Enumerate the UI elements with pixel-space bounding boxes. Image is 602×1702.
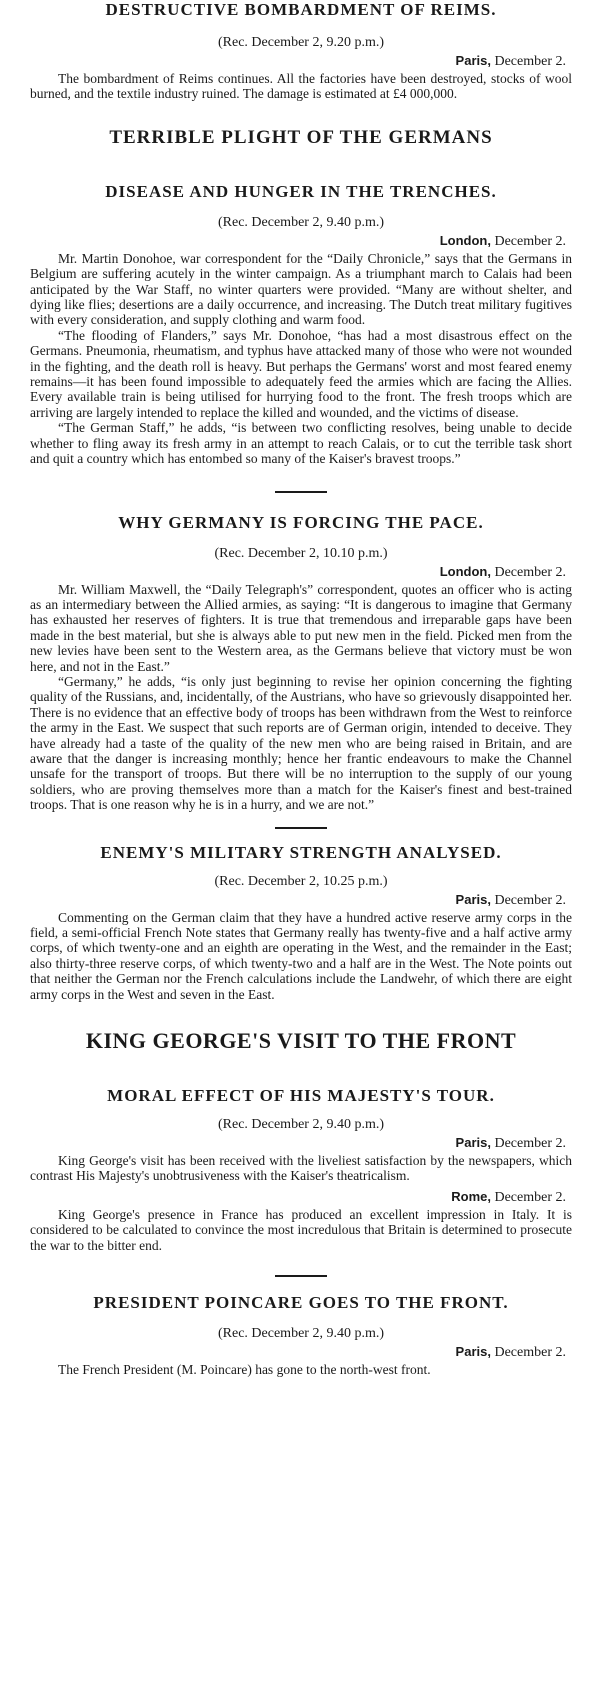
received-time: (Rec. December 2, 9.40 p.m.) [218,1117,384,1133]
main-headline: TERRIBLE PLIGHT OF THE GERMANS [109,126,493,148]
dateline-date: December 2. [494,564,566,580]
paragraph: The bombardment of Reims continues. All the factories have been destroyed, stocks of wool burned, and the textile industry ruined. The damage is estimated at £4 000,000. [30,71,572,102]
dateline [30,1343,572,1362]
dateline-place: Paris, [455,891,491,907]
article-poincare [30,1277,572,1377]
dateline-date: December 2. [494,233,566,249]
article-germans-plight [30,102,572,467]
headline: PRESIDENT POINCARE GOES TO THE FRONT. [93,1293,509,1313]
dateline-place: Rome, [451,1188,491,1204]
dateline-date: December 2. [494,1345,566,1361]
dateline-date: December 2. [494,1136,566,1152]
dateline-date: December 2. [494,892,566,908]
dateline [30,1188,572,1207]
paragraph: King George's visit has been received with the liveliest satisfaction by the newspapers, which contrast His Majesty's unobtrusiveness with the Kaiser's theatricalism. [30,1153,572,1184]
dateline [30,1134,572,1153]
article-king-george [30,1002,572,1253]
dateline-place: Paris, [455,1344,491,1360]
paragraph: “Germany,” he adds, “is only just beginning to revise her opinion concerning the fighting quality of the Russians, and, incidentally, of the Austrians, who have so grievously disappointed her. There is no evidence that an effective body of troops has been withdrawn from the West to reinforce the army in the East. We suspect that such reports are of German origin, intended to deceive. They have already had a taste of the quality of the new men who are being raised in Britain, and are aware that the danger is increasing monthly; hence her frantic endeavours to make the Channel unsafe for the transport of troops. But there will be no interruption to the supply of our young soldiers, who are proving themselves more than a match for the Kaiser's finest and best-trained troops. That is one reason why he is in a hurry, and we are not.” [30,673,572,813]
headline: DESTRUCTIVE BOMBARDMENT OF REIMS. [105,0,497,19]
received-time: (Rec. December 2, 9.40 p.m.) [218,1326,384,1342]
dateline [30,232,572,251]
main-headline: KING GEORGE'S VISIT TO THE FRONT [85,1028,517,1054]
dateline-place: London, [439,563,491,579]
paragraph: King George's presence in France has produced an excellent impression in Italy. It is considered to be calculated to convince the most incredulous that Britain is determined to prosecute the war to the bitter end. [30,1206,572,1253]
dateline-place: London, [439,232,491,248]
dateline-place: Paris, [455,1135,491,1151]
dateline [30,52,572,71]
paragraph: “The flooding of Flanders,” says Mr. Donohoe, “has had a most disastrous effect on the Germans. Pneumonia, rheumatism, and typhus have attacked many of those who were not wounded in the fighting, and the death roll is heavy. But perhaps the Germans' worst and most feared enemy remains—it has been found impossible to adequately feed the armies which are facing the Allies. Every available train is being utilised for hurrying food to the front. The fresh troops which are arriving are largely intended to replace the killed and wounded, and the victims of disease. [30,327,572,420]
headline: WHY GERMANY IS FORCING THE PACE. [118,512,484,532]
article-germany-pace [30,493,572,813]
dateline [30,563,572,582]
paragraph: Mr. Martin Donohoe, war correspondent for the “Daily Chronicle,” says that the Germans in Belgium are suffering acutely in the winter campaign. As a triumphant march to Calais had been anticipated by the War Staff, no winter quarters were provided. “Many are without shelter, and dying like flies; desertions are a daily occurrence, and increasing. The Dutch treat military fugitives with every consideration, and supply clothing and warm food. [30,250,572,328]
received-time: (Rec. December 2, 9.20 p.m.) [218,35,384,50]
headline: DISEASE AND HUNGER IN THE TRENCHES. [105,181,497,201]
paragraph: Mr. William Maxwell, the “Daily Telegraph's” correspondent, quotes an officer who is acting as an intermediary between the Allied armies, as saying: “It is dangerous to imagine that Germany has exhausted her reserves of fighters. It is true that tremendous and irreparable gaps have been made in the best material, but she is always able to put new men in the field. Picked men from the new levies have been sent to the Western area, as the Germans believe that victory must be won here, and not in the East.” [30,581,572,674]
paragraph: “The German Staff,” he adds, “is between two conflicting resolves, being unable to decide whether to fling away its fresh army in an attempt to reach Calais, or to cut the terrible task short and quit a country which has entombed so many of the Kaiser's bravest troops.” [30,420,572,467]
paragraph: Commenting on the German claim that they have a hundred active reserve army corps in the field, a semi-official French Note states that Germany really has twenty-five and a half active army corps, of which twenty-one and an eighth are operating in the West, and the remainder in the East; also thirty-three reserve corps, of which twenty-two and a half are in the West. The Note points out that neither the German nor the French calculations include the Landwehr, of which there are eight army corps in the West and seven in the East. [30,909,572,1002]
headline: MORAL EFFECT OF HIS MAJESTY'S TOUR. [107,1086,495,1106]
received-time: (Rec. December 2, 10.10 p.m.) [214,545,388,561]
received-time: (Rec. December 2, 10.25 p.m.) [214,873,388,889]
headline: ENEMY'S MILITARY STRENGTH ANALYSED. [100,842,502,862]
article-reims [30,0,572,102]
paragraph: The French President (M. Poincare) has gone to the north-west front. [58,1362,431,1378]
received-time: (Rec. December 2, 9.40 p.m.) [218,214,384,230]
dateline-date: December 2. [494,54,566,69]
dateline-place: Paris, [455,53,491,68]
dateline [30,891,572,910]
article-military-strength [30,829,572,1002]
dateline-date: December 2. [494,1189,566,1205]
